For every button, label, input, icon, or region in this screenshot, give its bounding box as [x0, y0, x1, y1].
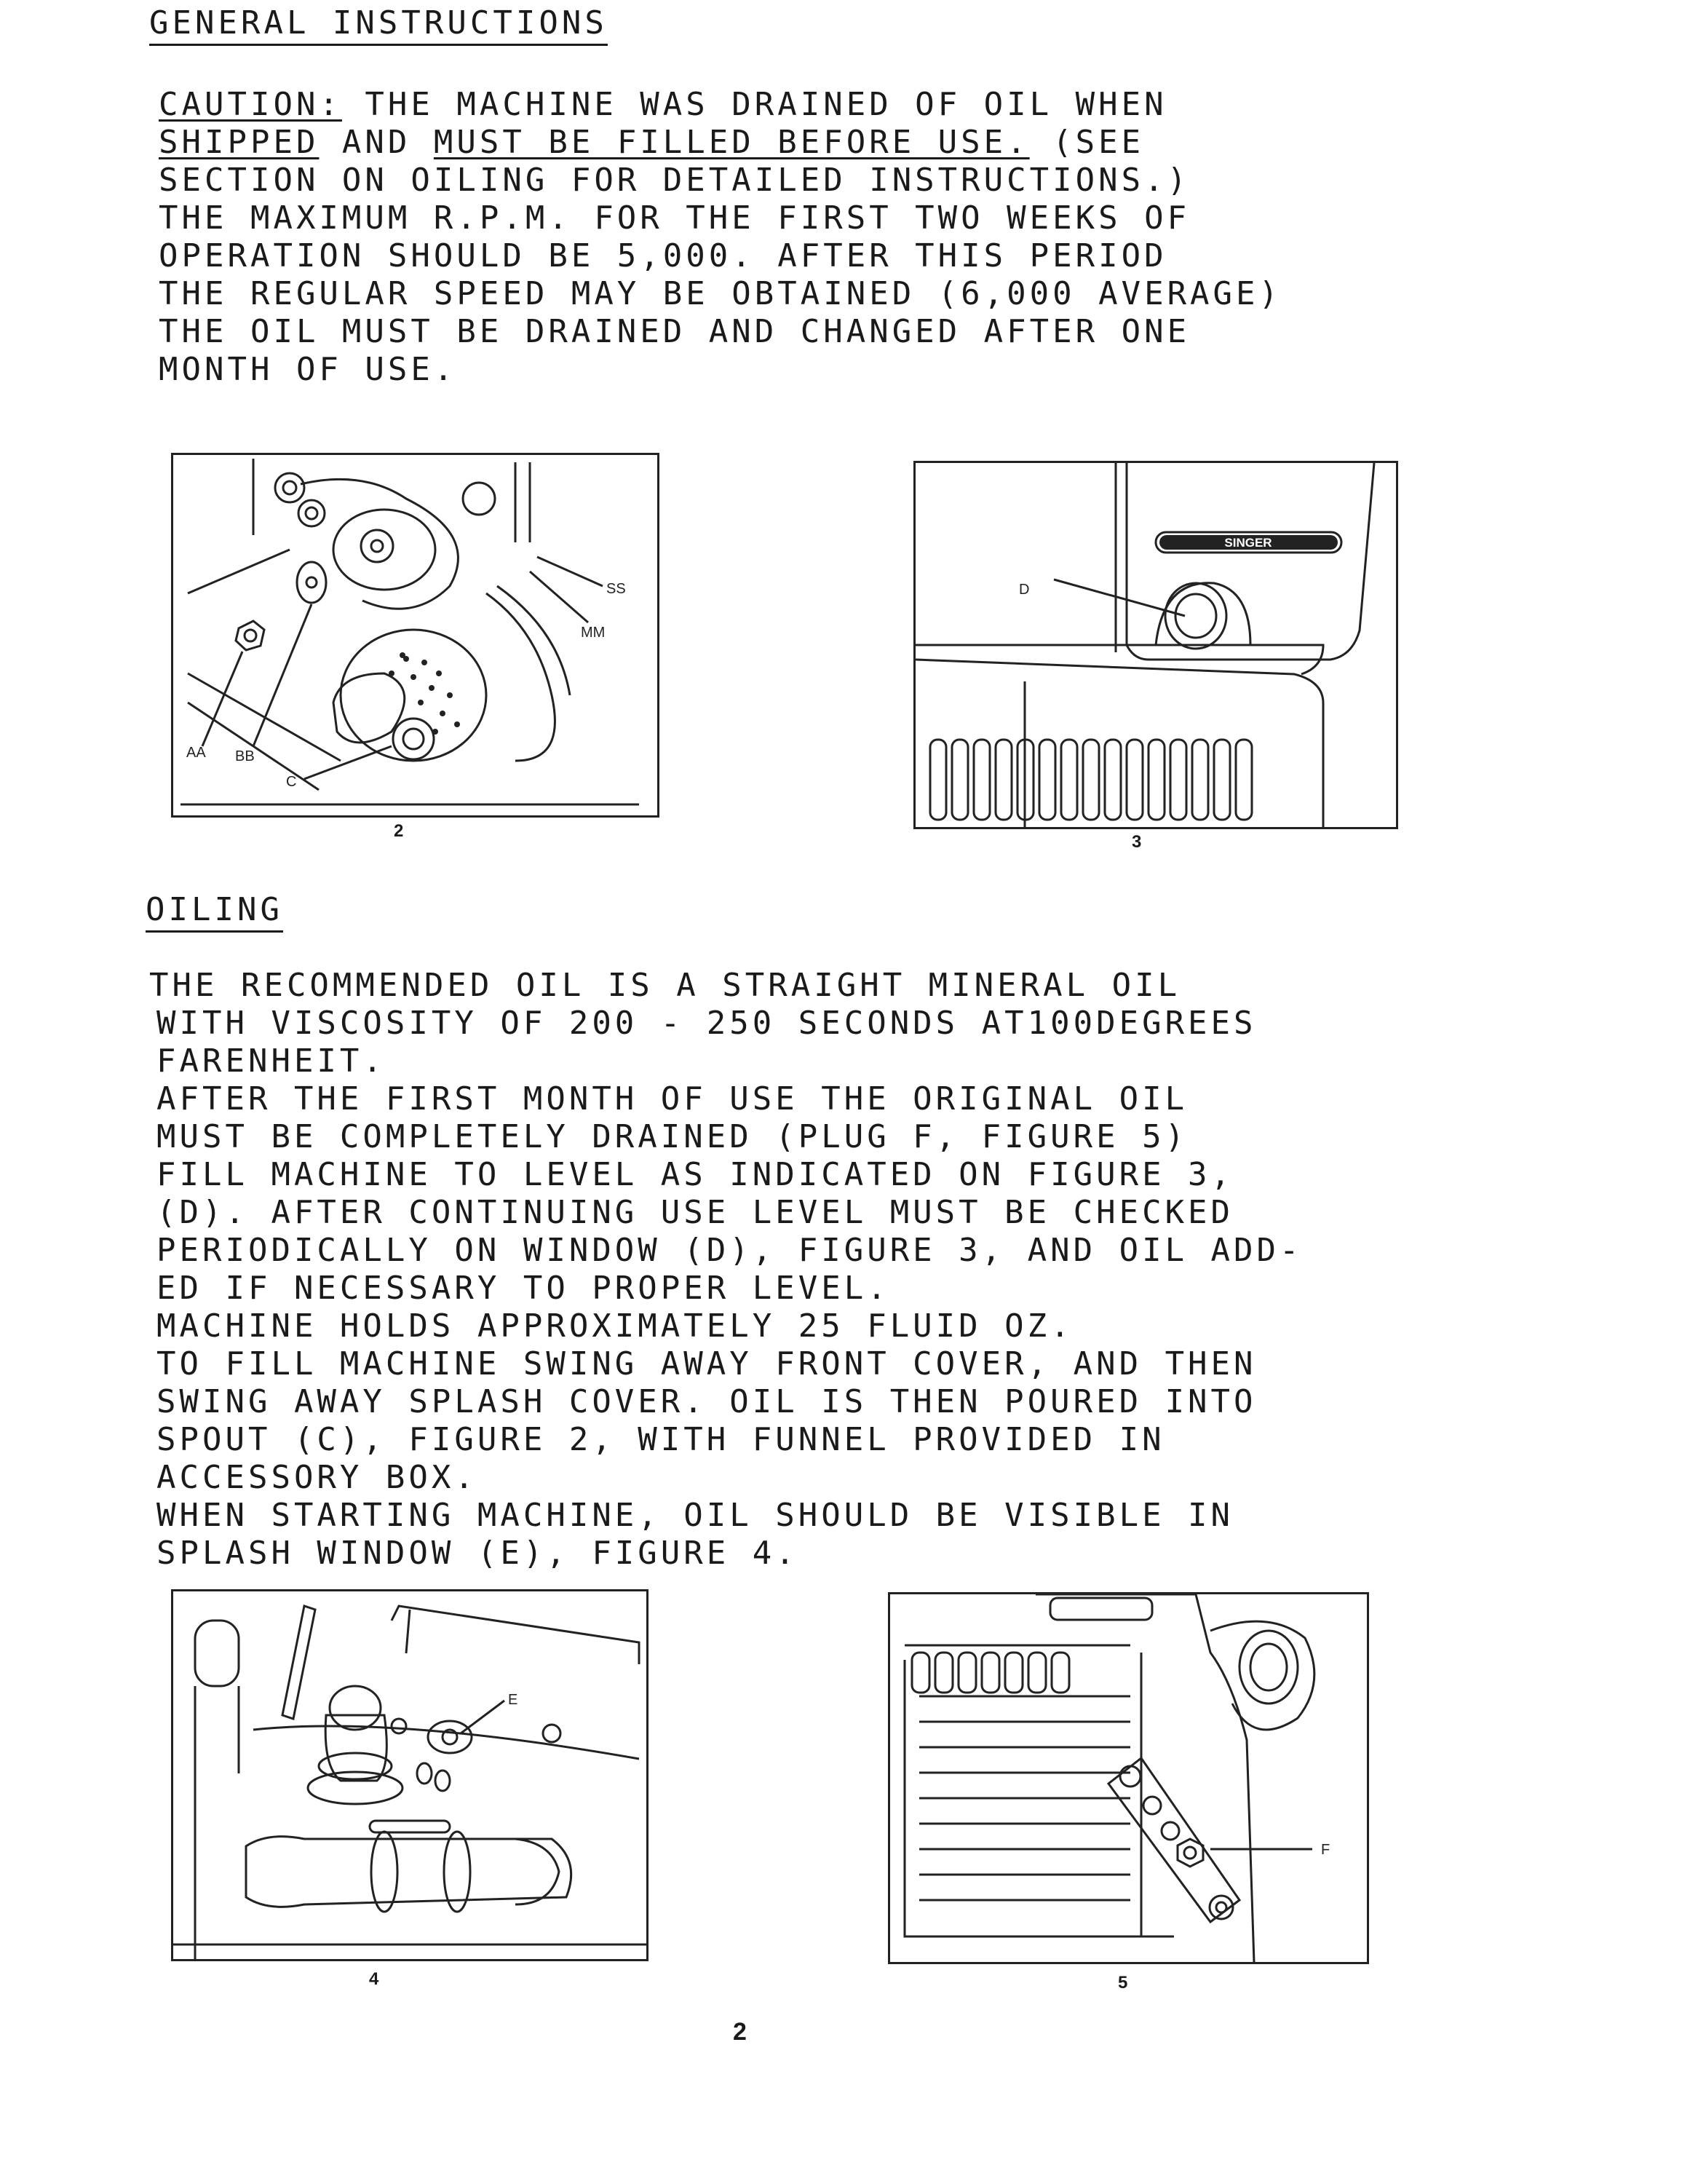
brand-emblem: SINGER [1224, 536, 1272, 550]
caution-line-5: OPERATION SHOULD BE 5,000. AFTER THIS PERIOD [159, 237, 1167, 274]
label-ss: SS [606, 581, 626, 597]
caution-paragraph [159, 86, 1282, 389]
see-text: (SEE [1029, 124, 1145, 161]
figure-5-number: 5 [1118, 1973, 1128, 1993]
label-bb: BB [235, 748, 255, 764]
shipped-text: SHIPPED [159, 124, 320, 161]
caution-line-6: THE REGULAR SPEED MAY BE OBTAINED (6,000 AVERAGE) [159, 275, 1282, 312]
figure-2-drawing [171, 453, 659, 818]
figure-5-illustration [890, 1594, 1367, 1962]
label-d: D [1019, 582, 1030, 598]
label-mm: MM [581, 625, 606, 641]
oiling-line: FARENHEIT. [156, 1042, 386, 1080]
figure-2-illustration [173, 455, 657, 815]
must-fill-text: MUST BE FILLED BEFORE USE. [433, 124, 1030, 161]
oiling-line: SPLASH WINDOW (E), FIGURE 4. [156, 1535, 798, 1572]
oiling-line: AFTER THE FIRST MONTH OF USE THE ORIGINAL OIL [156, 1080, 1189, 1117]
oiling-line: ACCESSORY BOX. [156, 1459, 477, 1496]
figure-3-number: 3 [1132, 832, 1142, 852]
label-aa: AA [186, 745, 206, 761]
caution-line-8: MONTH OF USE. [159, 351, 457, 388]
oiling-line: MACHINE HOLDS APPROXIMATELY 25 FLUID OZ. [156, 1307, 1074, 1345]
figure-2-number: 2 [394, 821, 404, 841]
oiling-line: TO FILL MACHINE SWING AWAY FRONT COVER, AND THEN [156, 1345, 1257, 1382]
caution-line-2 [159, 124, 1282, 162]
oiling-line: ED IF NECESSARY TO PROPER LEVEL. [156, 1270, 890, 1307]
figure-4-drawing [171, 1589, 648, 1961]
and-text: AND [319, 124, 434, 161]
general-instructions-heading: GENERAL INSTRUCTIONS [149, 4, 608, 46]
caution-line-3: SECTION ON OILING FOR DETAILED INSTRUCTIONS.) [159, 162, 1191, 199]
figure-3-drawing [913, 461, 1398, 829]
caution-line-1 [159, 86, 1282, 124]
page-number: 2 [733, 2018, 747, 2046]
figure-5-drawing [888, 1592, 1369, 1964]
oiling-paragraph [149, 967, 1303, 1572]
oiling-line: WITH VISCOSITY OF 200 - 250 SECONDS AT100DEGREES [156, 1005, 1257, 1042]
figure-4-number: 4 [369, 1969, 379, 1989]
caution-text-1: THE MACHINE WAS DRAINED OF OIL WHEN [341, 86, 1167, 123]
oiling-line: SPOUT (C), FIGURE 2, WITH FUNNEL PROVIDED IN [156, 1421, 1165, 1458]
caution-line-7: THE OIL MUST BE DRAINED AND CHANGED AFTER ONE [159, 313, 1191, 350]
label-e: E [508, 1692, 518, 1708]
figure-4-illustration [173, 1591, 646, 1959]
oiling-line: MUST BE COMPLETELY DRAINED (PLUG F, FIGURE 5) [156, 1118, 1189, 1155]
oiling-line: (D). AFTER CONTINUING USE LEVEL MUST BE CHECKED [156, 1194, 1234, 1231]
caution-line-4: THE MAXIMUM R.P.M. FOR THE FIRST TWO WEEKS OF [159, 199, 1191, 237]
oiling-line: PERIODICALLY ON WINDOW (D), FIGURE 3, AND OIL ADD- [156, 1232, 1303, 1269]
oiling-line: SWING AWAY SPLASH COVER. OIL IS THEN POURED INTO [156, 1383, 1257, 1420]
label-c: C [286, 774, 297, 790]
caution-label: CAUTION: [159, 86, 342, 123]
oiling-line: FILL MACHINE TO LEVEL AS INDICATED ON FIGURE 3, [156, 1156, 1234, 1193]
oiling-line: THE RECOMMENDED OIL IS A STRAIGHT MINERAL OIL [149, 967, 1181, 1004]
oiling-line: WHEN STARTING MACHINE, OIL SHOULD BE VISIBLE IN [156, 1497, 1234, 1534]
oiling-heading: OILING [146, 891, 283, 933]
label-f: F [1321, 1842, 1330, 1858]
figure-3-illustration [916, 463, 1396, 827]
